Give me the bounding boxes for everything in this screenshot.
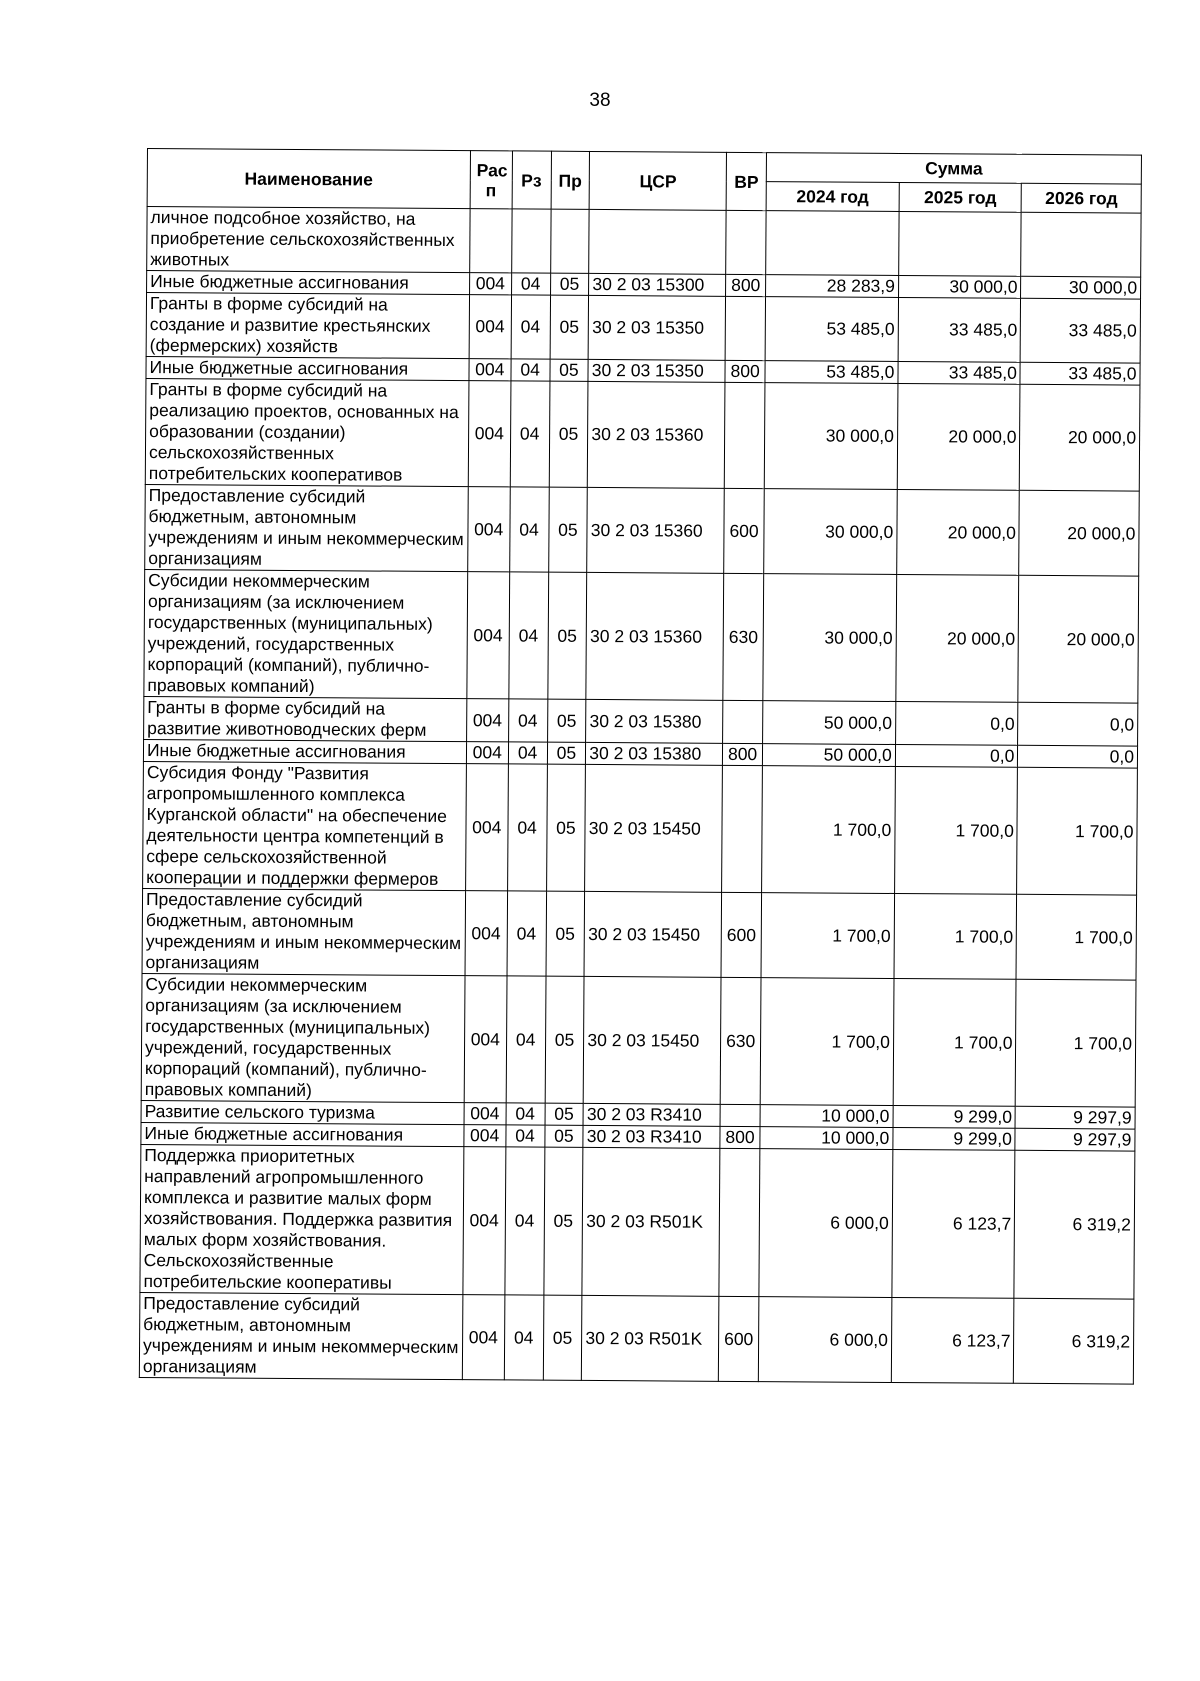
cell-name: Гранты в форме субсидий на развитие животноводческих ферм xyxy=(144,696,467,741)
cell-2024: 10 000,0 xyxy=(760,1127,893,1150)
header-rasp: Рас п xyxy=(470,151,512,209)
cell-csr: 30 2 03 15350 xyxy=(588,359,725,382)
cell-2024: 30 000,0 xyxy=(763,574,897,702)
header-year-2026: 2026 год xyxy=(1021,183,1141,213)
table-body xyxy=(139,207,1141,1385)
cell-name: Гранты в форме субсидий на реализацию проектов, основанных на образовании (создании) сельскохозяйственных потребительских кооперативов xyxy=(145,378,469,486)
cell-pr: 05 xyxy=(545,976,585,1103)
cell-2024: 10 000,0 xyxy=(760,1105,893,1128)
cell-2025: 1 700,0 xyxy=(894,766,1017,894)
cell-2026: 1 700,0 xyxy=(1016,979,1136,1107)
cell-2026: 20 000,0 xyxy=(1019,490,1139,576)
cell-rz: 04 xyxy=(509,487,548,572)
cell-2026: 1 700,0 xyxy=(1016,894,1136,980)
cell-2026 xyxy=(1021,212,1141,277)
table-row xyxy=(140,1144,1135,1299)
cell-csr: 30 2 03 15300 xyxy=(589,273,726,296)
cell-csr: 30 2 03 15360 xyxy=(587,487,724,573)
cell-2024: 1 700,0 xyxy=(761,893,894,979)
cell-name: Иные бюджетные ассигнования xyxy=(143,739,466,763)
cell-csr: 30 2 03 15360 xyxy=(588,381,726,488)
cell-pr xyxy=(550,209,589,273)
table-row xyxy=(146,293,1140,364)
cell-pr: 05 xyxy=(546,764,586,891)
cell-vr: 600 xyxy=(719,1296,759,1381)
cell-2026: 20 000,0 xyxy=(1018,575,1138,703)
cell-csr: 30 2 03 R3410 xyxy=(583,1125,720,1148)
cell-2025: 6 123,7 xyxy=(891,1297,1014,1383)
header-rz: Рз xyxy=(512,151,551,209)
cell-rasp: 004 xyxy=(464,976,507,1103)
cell-vr xyxy=(724,382,765,488)
budget-table xyxy=(139,148,1142,1385)
cell-rz: 04 xyxy=(511,295,550,359)
cell-2024: 1 700,0 xyxy=(762,766,896,894)
cell-pr: 05 xyxy=(545,1103,584,1125)
cell-vr xyxy=(719,1148,760,1296)
cell-vr xyxy=(725,296,765,360)
cell-csr: 30 2 03 15380 xyxy=(586,742,723,765)
cell-name: личное подсобное хозяйство, на приобретение сельскохозяйственных животных xyxy=(147,207,470,273)
cell-name: Предоставление субсидий бюджетным, автономным учреждениям и иным некоммерческим организациям xyxy=(139,1292,462,1379)
header-vr: ВР xyxy=(726,152,766,210)
cell-2025: 33 485,0 xyxy=(898,297,1021,362)
cell-csr xyxy=(589,209,726,274)
cell-rasp: 004 xyxy=(469,359,511,381)
cell-rz: 04 xyxy=(508,742,547,764)
cell-2024: 6 000,0 xyxy=(759,1149,893,1298)
cell-rz xyxy=(511,209,550,273)
cell-csr: 30 2 03 15360 xyxy=(586,572,724,700)
cell-2025: 1 700,0 xyxy=(893,978,1016,1106)
cell-rasp: 004 xyxy=(464,1103,506,1125)
cell-pr: 05 xyxy=(543,1295,582,1380)
cell-vr xyxy=(720,1104,760,1126)
cell-2026: 9 297,9 xyxy=(1015,1128,1135,1151)
cell-2025: 33 485,0 xyxy=(898,361,1021,384)
cell-pr: 05 xyxy=(549,359,588,381)
cell-name: Развитие сельского туризма xyxy=(141,1100,464,1124)
table-row xyxy=(139,1292,1134,1384)
cell-csr: 30 2 03 R501K xyxy=(582,1295,719,1381)
cell-vr: 800 xyxy=(726,274,766,296)
cell-name: Поддержка приоритетных направлений агропромышленного комплекса и развитие малых форм хозяйствования. Поддержка развития малых форм хозяйствования. Сельскохозяйственные потребительские кооперативы xyxy=(140,1144,464,1294)
cell-rasp: 004 xyxy=(466,699,508,742)
cell-rasp: 004 xyxy=(464,1125,506,1147)
cell-2024: 53 485,0 xyxy=(765,297,898,362)
cell-2026: 6 319,2 xyxy=(1014,1150,1135,1299)
cell-csr: 30 2 03 R501K xyxy=(582,1147,720,1296)
cell-rz: 04 xyxy=(507,764,547,891)
cell-rasp: 004 xyxy=(467,572,510,699)
cell-pr: 05 xyxy=(547,699,586,742)
cell-rz: 04 xyxy=(507,891,546,976)
cell-pr: 05 xyxy=(550,295,589,359)
cell-name: Субсидии некоммерческим организациям (за исключением государственных (муниципальных) учреждений, государственных корпораций (компаний), публично-правовых компаний) xyxy=(141,973,465,1102)
cell-rasp: 004 xyxy=(469,295,511,359)
cell-rasp: 004 xyxy=(466,742,508,764)
cell-2024: 30 000,0 xyxy=(764,383,897,490)
cell-vr: 800 xyxy=(723,743,763,765)
cell-pr: 05 xyxy=(544,1125,583,1147)
table-row xyxy=(144,569,1139,703)
cell-rasp: 004 xyxy=(462,1295,504,1380)
cell-name: Предоставление субсидий бюджетным, автономным учреждениям и иным некоммерческим организациям xyxy=(142,888,465,975)
header-pr: Пр xyxy=(551,151,590,209)
cell-2025: 20 000,0 xyxy=(897,383,1020,490)
header-name: Наименование xyxy=(147,149,470,209)
cell-2024: 50 000,0 xyxy=(763,701,896,745)
cell-2024: 1 700,0 xyxy=(760,978,894,1106)
cell-rz: 04 xyxy=(510,381,550,487)
table-row xyxy=(142,888,1137,980)
cell-2026: 1 700,0 xyxy=(1017,767,1137,895)
cell-vr xyxy=(722,765,763,892)
cell-rz: 04 xyxy=(509,572,549,699)
cell-pr: 05 xyxy=(543,1147,583,1295)
cell-rasp: 004 xyxy=(468,381,511,487)
cell-name: Иные бюджетные ассигнования xyxy=(141,1122,464,1146)
cell-rasp xyxy=(469,209,511,273)
header-sum: Сумма xyxy=(766,153,1141,184)
table-header xyxy=(147,149,1141,214)
header-csr: ЦСР xyxy=(589,151,726,210)
cell-2026: 6 319,2 xyxy=(1014,1298,1134,1384)
cell-2026: 0,0 xyxy=(1018,745,1138,768)
cell-name: Предоставление субсидий бюджетным, автономным учреждениям и иным некоммерческим организациям xyxy=(145,484,468,571)
cell-2025: 1 700,0 xyxy=(894,893,1017,979)
cell-2024: 28 283,9 xyxy=(766,275,899,298)
cell-2026: 20 000,0 xyxy=(1020,384,1140,491)
cell-name: Иные бюджетные ассигнования xyxy=(146,356,469,380)
cell-vr: 800 xyxy=(720,1126,760,1148)
cell-rz: 04 xyxy=(505,1147,545,1295)
cell-name: Субсидия Фонду "Развития агропромышленного комплекса Курганской области" на обеспечение деятельности центра компетенций в сфере сельскохозяйственной кооперации и поддержки фермеров xyxy=(143,761,467,890)
cell-rasp: 004 xyxy=(469,273,511,295)
cell-csr: 30 2 03 15450 xyxy=(584,891,721,977)
table-row xyxy=(145,378,1140,491)
cell-rasp: 004 xyxy=(465,891,507,976)
cell-vr: 600 xyxy=(724,488,764,573)
cell-2025: 6 123,7 xyxy=(892,1149,1016,1298)
cell-pr: 05 xyxy=(547,572,587,699)
cell-rz: 04 xyxy=(506,1125,545,1147)
cell-2025: 9 299,0 xyxy=(893,1127,1016,1150)
cell-csr: 30 2 03 15450 xyxy=(585,764,723,892)
cell-vr: 800 xyxy=(725,360,765,382)
cell-2026: 30 000,0 xyxy=(1021,276,1141,299)
cell-2025: 30 000,0 xyxy=(898,275,1021,298)
cell-rz: 04 xyxy=(506,1103,545,1125)
cell-name: Гранты в форме субсидий на создание и развитие крестьянских (фермерских) хозяйств xyxy=(146,293,469,359)
cell-vr xyxy=(723,700,763,743)
cell-rasp: 004 xyxy=(468,487,510,572)
cell-csr: 30 2 03 15380 xyxy=(586,699,723,743)
cell-rz: 04 xyxy=(508,699,547,742)
header-year-2024: 2024 год xyxy=(766,182,899,212)
header-year-2025: 2025 год xyxy=(899,182,1022,212)
cell-2024: 6 000,0 xyxy=(758,1297,891,1383)
cell-vr: 630 xyxy=(720,977,761,1104)
cell-rz: 04 xyxy=(511,273,550,295)
cell-2024: 50 000,0 xyxy=(762,744,895,767)
cell-pr: 05 xyxy=(549,381,589,487)
cell-2024: 30 000,0 xyxy=(764,489,897,575)
cell-pr: 05 xyxy=(547,742,586,764)
cell-vr: 630 xyxy=(723,573,764,700)
cell-pr: 05 xyxy=(548,487,587,572)
table-row xyxy=(143,761,1138,895)
cell-2025: 20 000,0 xyxy=(896,574,1019,702)
cell-vr: 600 xyxy=(721,892,761,977)
page-number: 38 xyxy=(589,90,611,111)
cell-pr: 05 xyxy=(546,891,585,976)
cell-rz: 04 xyxy=(511,359,550,381)
table-row xyxy=(147,207,1141,278)
cell-2025: 0,0 xyxy=(895,701,1018,745)
table-row xyxy=(144,696,1138,746)
cell-2026: 9 297,9 xyxy=(1015,1106,1135,1129)
cell-pr: 05 xyxy=(550,273,589,295)
cell-csr: 30 2 03 R3410 xyxy=(583,1103,720,1126)
cell-2024 xyxy=(766,211,899,276)
cell-2026: 0,0 xyxy=(1018,702,1138,746)
cell-rasp: 004 xyxy=(463,1147,506,1295)
cell-name: Субсидии некоммерческим организациям (за исключением государственных (муниципальных) учреждений, государственных корпораций (компаний), публично-правовых компаний) xyxy=(144,569,468,698)
table-row xyxy=(141,973,1136,1107)
cell-vr xyxy=(726,210,766,274)
cell-2026: 33 485,0 xyxy=(1020,362,1140,385)
cell-rasp: 004 xyxy=(465,764,508,891)
cell-2025 xyxy=(898,211,1021,276)
cell-2025: 9 299,0 xyxy=(893,1105,1016,1128)
cell-rz: 04 xyxy=(504,1295,543,1380)
cell-csr: 30 2 03 15450 xyxy=(583,976,721,1104)
cell-2024: 53 485,0 xyxy=(765,361,898,384)
cell-2026: 33 485,0 xyxy=(1021,298,1141,363)
cell-rz: 04 xyxy=(506,976,546,1103)
cell-csr: 30 2 03 15350 xyxy=(588,295,725,360)
table-row xyxy=(145,484,1140,576)
cell-2025: 20 000,0 xyxy=(897,489,1020,575)
cell-name: Иные бюджетные ассигнования xyxy=(147,271,470,295)
cell-2025: 0,0 xyxy=(895,744,1018,767)
